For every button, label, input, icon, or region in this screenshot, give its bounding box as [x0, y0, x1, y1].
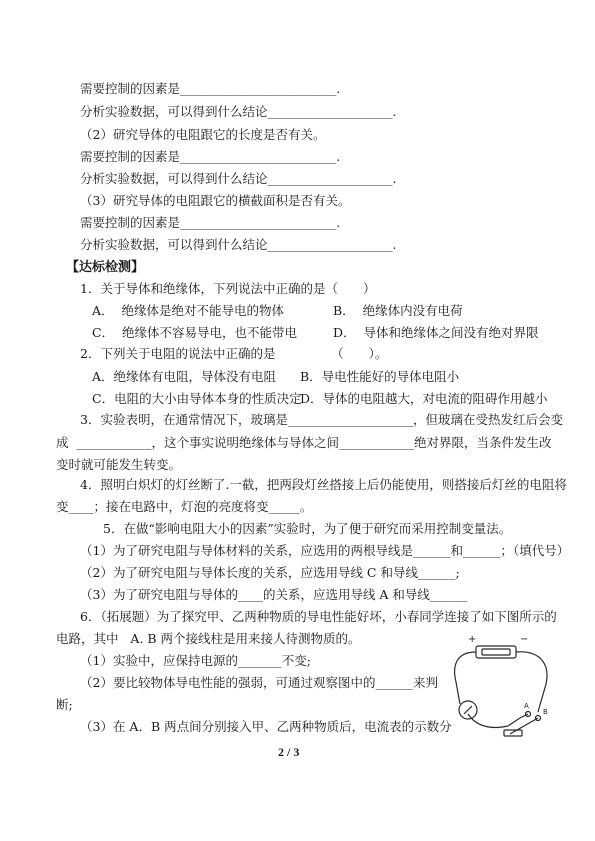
question-2-stem: 2．下列关于电阻的说法中正确的是 （ ）。 [80, 346, 388, 361]
question-6-line: （1）实验中，应保持电源的_______不变; [80, 653, 311, 668]
question-6-line: （2）要比较物体导电性能的强弱，可通过观察图中的______来判 [80, 675, 438, 690]
circuit-diagram [446, 622, 566, 742]
question-6-line: 断; [56, 697, 73, 712]
text-line: 分析实验数据，可以得到什么结论____________________. [80, 171, 397, 186]
page-number: 2 / 3 [278, 745, 300, 759]
question-6-line: （3）在 A．B 两点间分别接入甲、乙两种物质后，电流表的示数分 [80, 719, 452, 734]
text-line: 需要控制的因素是_________________________. [80, 215, 341, 230]
question-2-option-b: B．导电性能好的导体电阻小 [300, 369, 460, 384]
plus-label: + [468, 634, 477, 645]
question-5-line: （3）为了研究电阻与导体的____的关系，应选用导线 A 和导线______ [80, 587, 468, 602]
question-3-line: 成 ____________，这个事实说明绝缘体与导体之间____________绝对界限，当条件发生改 [56, 435, 552, 450]
question-1-stem: 1．关于导体和绝缘体，下列说法中正确的是（ ） [80, 281, 376, 296]
section-title: 【达标检测】 [66, 260, 145, 275]
text-line: 分析实验数据，可以得到什么结论____________________. [80, 104, 397, 119]
label-a: A [524, 702, 529, 710]
text-line: 需要控制的因素是_________________________. [80, 149, 341, 164]
question-1-option-b: B． 绝缘体内没有电荷 [333, 303, 463, 318]
question-4-line: 4．照明白炽灯的灯丝断了.一截，把两段灯丝搭接上后仍能使用，则搭接后灯丝的电阻将 [80, 477, 567, 492]
text-line: （2）研究导体的电阻跟它的长度是否有关。 [80, 127, 326, 142]
question-6-line: 电路，其中 A. B 两个接线柱是用来接人待测物质的。 [56, 631, 361, 646]
label-b: B [543, 708, 548, 716]
question-1-option-d: D． 导体和绝缘体之间没有绝对界限 [333, 325, 539, 340]
question-2-option-d: D．导体的电阻越大，对电流的阻碍作用越小 [300, 391, 548, 406]
question-5-line: 5．在做“影响电阻大小的因素”实验时，为了便于研究而采用控制变量法。 [103, 521, 512, 536]
question-4-line: 变____；接在电路中，灯泡的亮度将变_____。 [56, 499, 313, 514]
question-5-line: （2）为了研究电阻与导体长度的关系，应选用导线 C 和导线______; [80, 565, 460, 580]
question-2-option-c: C．电阻的大小由导体本身的性质决定 [92, 391, 302, 406]
text-line: 需要控制的因素是_________________________. [80, 81, 341, 96]
question-5-line: （1）为了研究电阻与导体材料的关系，应选用的两根导线是______和______；（填代号） [80, 543, 570, 558]
text-line: （3）研究导体的电阻跟它的横截面积是否有关。 [80, 193, 351, 208]
question-1-option-c: C． 绝缘体不容易导电，也不能带电 [92, 325, 298, 340]
question-3-line: 变时就可能发生转变。 [56, 457, 182, 472]
question-6-line: 6．（拓展题）为了探究甲、乙两种物质的导电性能好坏，小春同学连接了如下图所示的 [80, 609, 557, 624]
text-line: 分析实验数据，可以得到什么结论____________________. [80, 237, 397, 252]
question-3-line: 3．实验表明，在通常情况下，玻璃是____________________，但玻璃在受热发红后会变 [80, 412, 563, 427]
question-1-option-a: A． 绝缘体是绝对不能导电的物体 [92, 303, 284, 318]
minus-label: − [520, 634, 529, 645]
question-2-option-a: A．绝缘体有电阻，导体没有电阻 [92, 369, 277, 384]
